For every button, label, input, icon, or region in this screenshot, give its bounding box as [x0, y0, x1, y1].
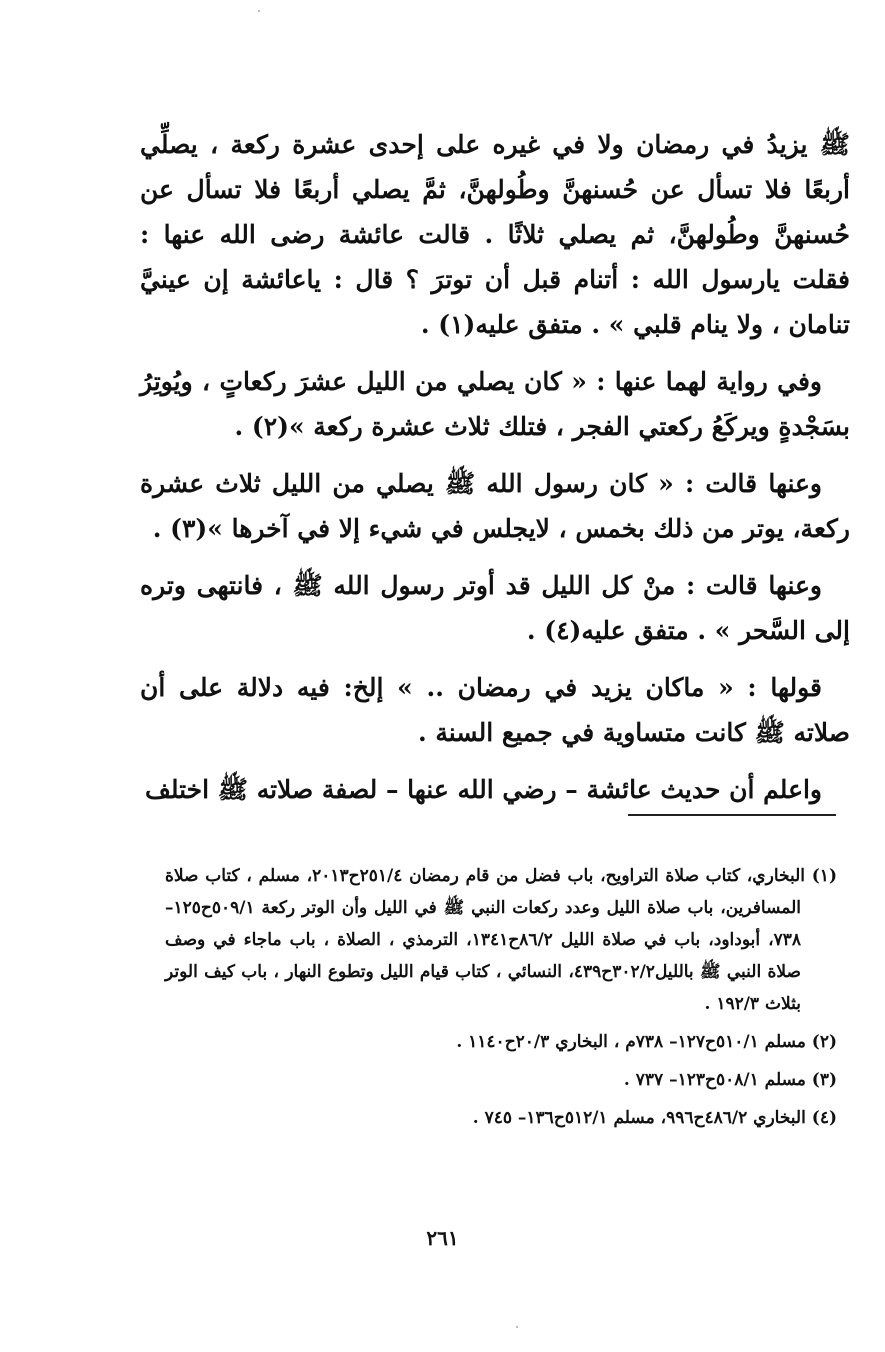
- scan-speck: [516, 1326, 518, 1328]
- paragraph-1: ﷺ يزيدُ في رمضان ولا في غيره على إحدى عشرة ركعة ، يصلِّي أربعًا فلا تسأل عن حُسنهنَّ وطُولهنَّ، ثمَّ يصلي أربعًا فلا تسأل عن حُسنهنَّ وطُولهنَّ، ثم يصلي ثلاثًا . قالت عائشة رضى الله عنها : فقلت يارسول الله : أتنام قبل أن توترَ ؟ قال : ياعائشة إن عينيَّ تنامان ، ولا ينام قلبي » . متفق عليه(١) .: [140, 130, 851, 339]
- footnotes: [165, 860, 837, 1140]
- paragraph-2: وفي رواية لهما عنها : « كان يصلي من الليل عشرَ ركعاتٍ ، ويُوتِرُ بسَجْدةٍ ويركَعُ ركعتي الفجر ، فتلك ثلاث عشرة ركعة »(٢) .: [140, 367, 850, 441]
- paragraph-4: وعنها قالت : منْ كل الليل قد أوتر رسول الله ﷺ ، فانتهى وتره إلى السَّحر » . متفق عليه(٤) .: [140, 571, 850, 645]
- main-text: [140, 122, 850, 824]
- footnote-2: (٢) مسلم ٥١٠/١ح١٢٧– ٧٣٨م ، البخاري ٢٠/٣ح١١٤٠ .: [456, 1032, 837, 1052]
- footnote-3: (٣) مسلم ٥٠٨/١ح١٢٣– ٧٣٧ .: [623, 1070, 837, 1090]
- page-number: ٢٦١: [426, 1226, 459, 1250]
- paragraph-5: قولها : « ماكان يزيد في رمضان .. » إلخ: فيه دلالة على أن صلاته ﷺ كانت متساوية في جميع السنة .: [140, 673, 850, 747]
- footnote-divider: [628, 814, 836, 816]
- paragraph-3: وعنها قالت : « كان رسول الله ﷺ يصلي من الليل ثلاث عشرة ركعة، يوتر من ذلك بخمس ، لايجلس في شيء إلا في آخرها »(٣) .: [140, 469, 850, 543]
- scan-speck: [258, 10, 260, 12]
- footnote-4: (٤) البخاري ٤٨٦/٢ح٩٩٦، مسلم ٥١٢/١ح١٣٦– ٧٤٥ .: [472, 1108, 837, 1128]
- paragraph-6: واعلم أن حديث عائشة – رضي الله عنها – لصفة صلاته ﷺ اختلف: [144, 775, 822, 804]
- footnote-1: (١) البخاري، كتاب صلاة التراويح، باب فضل من قام رمضان ٢٥١/٤ح٢٠١٣، مسلم ، كتاب صلاة المسافرين، باب صلاة الليل وعدد ركعات النبي ﷺ في الليل وأن الوتر ركعة ٥٠٩/١ح١٢٥– ٧٣٨، أبوداود، باب في صلاة الليل ٨٦/٢ح١٣٤١، الترمذي ، الصلاة ، باب ماجاء في وصف صلاة النبي ﷺ بالليل٣٠٢/٢ح٤٣٩، النسائي ، كتاب قيام الليل وتطوع النهار ، باب كيف الوتر بثلاث ١٩٢/٣ .: [165, 866, 837, 1014]
